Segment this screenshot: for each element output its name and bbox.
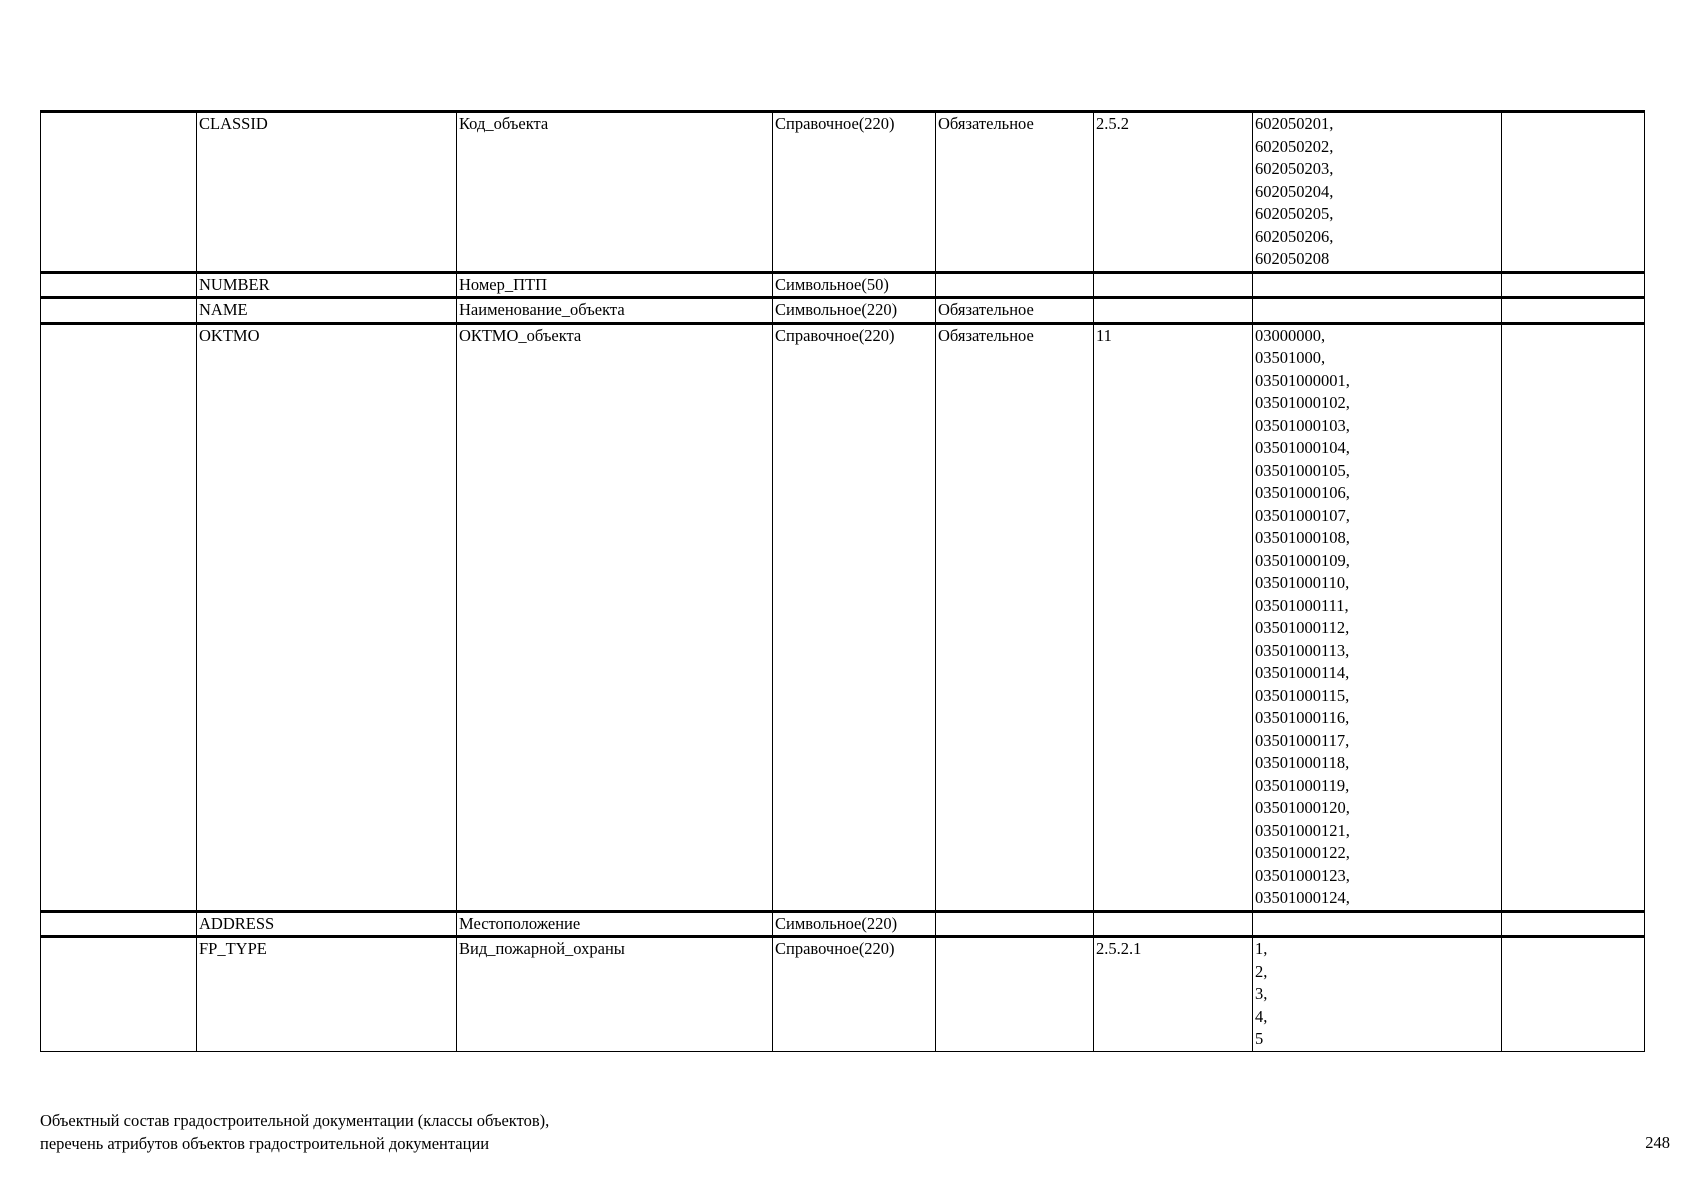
attr-code-cell: ADDRESS bbox=[197, 911, 457, 937]
footer-line-2: перечень атрибутов объектов градостроительной документации bbox=[40, 1133, 490, 1153]
attr-code-cell: NUMBER bbox=[197, 272, 457, 298]
attr-ref-cell bbox=[1094, 911, 1253, 937]
attr-value: 03501000102, bbox=[1255, 393, 1350, 412]
attr-required-cell: Обязательное bbox=[936, 298, 1094, 324]
attr-value: 03501000123, bbox=[1255, 865, 1350, 885]
attr-value: 03501000115, bbox=[1255, 685, 1350, 705]
attr-value: 03501000122, bbox=[1255, 843, 1350, 862]
empty-cell bbox=[41, 323, 197, 911]
table-row bbox=[41, 323, 1645, 911]
empty-cell bbox=[1502, 323, 1645, 911]
table-row bbox=[41, 112, 1645, 273]
empty-cell bbox=[41, 112, 197, 273]
attr-value: 2, bbox=[1255, 961, 1268, 981]
attr-ref-cell bbox=[1094, 272, 1253, 298]
attr-type-cell: Справочное(220) bbox=[773, 323, 936, 911]
attr-value: 03501000118, bbox=[1255, 753, 1350, 772]
attr-ref-cell: 2.5.2 bbox=[1094, 112, 1253, 273]
attr-value: 602050202, bbox=[1255, 136, 1334, 156]
footer-caption bbox=[40, 1110, 549, 1155]
attr-type-cell: Справочное(220) bbox=[773, 937, 936, 1052]
attr-value: 03501000001, bbox=[1255, 370, 1350, 390]
attr-type-cell: Символьное(50) bbox=[773, 272, 936, 298]
attr-value: 03501000106, bbox=[1255, 483, 1350, 502]
table-row bbox=[41, 911, 1645, 937]
page-number: 248 bbox=[1645, 1133, 1670, 1152]
attr-name-cell: Вид_пожарной_охраны bbox=[457, 937, 773, 1052]
attr-value: 03501000107, bbox=[1255, 505, 1350, 525]
empty-cell bbox=[1502, 911, 1645, 937]
attr-code-cell: NAME bbox=[197, 298, 457, 324]
attr-value: 03501000109, bbox=[1255, 550, 1350, 570]
attr-value: 03501000121, bbox=[1255, 820, 1350, 840]
attr-value: 602050205, bbox=[1255, 204, 1334, 223]
attr-type-cell: Символьное(220) bbox=[773, 911, 936, 937]
attr-value: 602050208 bbox=[1255, 249, 1330, 268]
attr-value: 1, bbox=[1255, 939, 1268, 958]
attr-name-cell: Наименование_объекта bbox=[457, 298, 773, 324]
attr-ref-cell: 2.5.2.1 bbox=[1094, 937, 1253, 1052]
table-row bbox=[41, 298, 1645, 324]
attr-value: 03501000119, bbox=[1255, 775, 1350, 795]
attributes-table bbox=[40, 110, 1645, 1052]
attr-value: 03501000124, bbox=[1255, 888, 1350, 907]
empty-cell bbox=[41, 298, 197, 324]
attr-value: 3, bbox=[1255, 984, 1268, 1003]
attr-value: 03501000112, bbox=[1255, 618, 1350, 637]
attr-value: 03501000113, bbox=[1255, 640, 1350, 660]
attr-required-cell: Обязательное bbox=[936, 323, 1094, 911]
empty-cell bbox=[41, 911, 197, 937]
table-row bbox=[41, 272, 1645, 298]
empty-cell bbox=[41, 937, 197, 1052]
attr-code-cell: CLASSID bbox=[197, 112, 457, 273]
attr-code-cell: FP_TYPE bbox=[197, 937, 457, 1052]
attr-required-cell bbox=[936, 911, 1094, 937]
empty-cell bbox=[41, 272, 197, 298]
attr-value: 602050206, bbox=[1255, 226, 1334, 246]
attr-values-cell bbox=[1253, 298, 1502, 324]
attr-type-cell: Справочное(220) bbox=[773, 112, 936, 273]
attr-values-cell bbox=[1253, 323, 1502, 911]
attr-values-cell bbox=[1253, 112, 1502, 273]
empty-cell bbox=[1502, 937, 1645, 1052]
attr-value: 03501000114, bbox=[1255, 663, 1350, 682]
attr-value: 03501000104, bbox=[1255, 438, 1350, 457]
attr-value: 602050201, bbox=[1255, 114, 1334, 133]
attr-required-cell bbox=[936, 937, 1094, 1052]
attr-value: 03501000108, bbox=[1255, 528, 1350, 547]
empty-cell bbox=[1502, 112, 1645, 273]
attr-value: 03000000, bbox=[1255, 325, 1326, 345]
footer-line-1: Объектный состав градостроительной документации (классы объектов), bbox=[40, 1111, 550, 1130]
attr-value: 03501000111, bbox=[1255, 595, 1349, 615]
attr-name-cell: Код_объекта bbox=[457, 112, 773, 273]
attr-value: 03501000, bbox=[1255, 348, 1326, 367]
empty-cell bbox=[1502, 272, 1645, 298]
attr-name-cell: Местоположение bbox=[457, 911, 773, 937]
attr-required-cell bbox=[936, 272, 1094, 298]
attr-value: 03501000120, bbox=[1255, 798, 1350, 817]
table-row bbox=[41, 937, 1645, 1052]
attr-type-cell: Символьное(220) bbox=[773, 298, 936, 324]
attr-value: 5 bbox=[1255, 1029, 1264, 1048]
attr-ref-cell: 11 bbox=[1094, 323, 1253, 911]
attr-values-cell bbox=[1253, 272, 1502, 298]
attr-value: 602050203, bbox=[1255, 159, 1334, 178]
attr-value: 03501000110, bbox=[1255, 573, 1350, 592]
attr-ref-cell bbox=[1094, 298, 1253, 324]
attr-name-cell: Номер_ПТП bbox=[457, 272, 773, 298]
attr-value: 03501000117, bbox=[1255, 730, 1350, 750]
attr-value: 03501000116, bbox=[1255, 708, 1350, 727]
attr-name-cell: ОКТМО_объекта bbox=[457, 323, 773, 911]
attr-value: 03501000103, bbox=[1255, 415, 1350, 435]
attr-values-cell bbox=[1253, 911, 1502, 937]
empty-cell bbox=[1502, 298, 1645, 324]
attr-required-cell: Обязательное bbox=[936, 112, 1094, 273]
attr-value: 4, bbox=[1255, 1006, 1268, 1026]
attr-value: 03501000105, bbox=[1255, 460, 1350, 480]
attr-values-cell bbox=[1253, 937, 1502, 1052]
attr-code-cell: OKTMO bbox=[197, 323, 457, 911]
attr-value: 602050204, bbox=[1255, 181, 1334, 201]
